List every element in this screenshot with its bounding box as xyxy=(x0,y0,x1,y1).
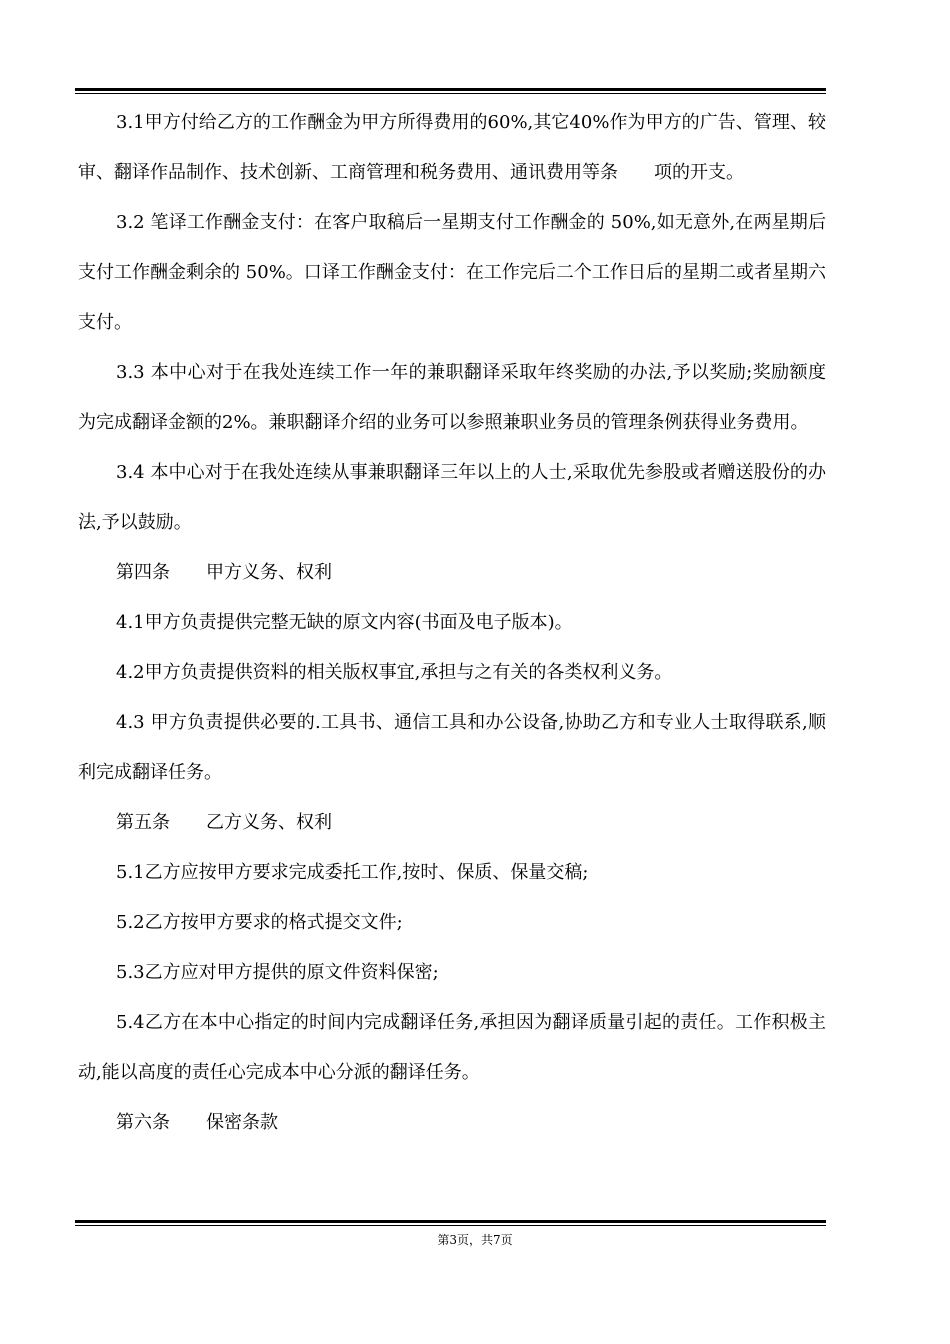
header-rule xyxy=(75,88,826,94)
document-body xyxy=(78,98,826,1148)
section-heading-4: 第四条 甲方义务、权利 xyxy=(116,562,332,583)
paragraph-5-2: 5.2乙方按甲方要求的格式提交文件; xyxy=(116,912,403,933)
section-heading-5: 第五条 乙方义务、权利 xyxy=(116,812,332,833)
footer-rule xyxy=(75,1220,826,1226)
paragraph-5-3: 5.3乙方应对甲方提供的原文件资料保密; xyxy=(116,962,439,983)
section-heading-6: 第六条 保密条款 xyxy=(116,1112,278,1133)
page-number: 第3页，共7页 xyxy=(437,1233,513,1247)
paragraph-3-1: 3.1甲方付给乙方的工作酬金为甲方所得费用的60%,其它40%作为甲方的广告、管理、较审、翻译作品制作、技术创新、工商管理和税务费用、通讯费用等条 项的开支。 xyxy=(78,112,826,183)
paragraph-4-2: 4.2甲方负责提供资料的相关版权事宜,承担与之有关的各类权利义务。 xyxy=(116,662,673,683)
paragraph-4-3: 4.3 甲方负责提供必要的.工具书、通信工具和办公设备,协助乙方和专业人士取得联系,顺利完成翻译任务。 xyxy=(78,712,826,783)
paragraph-3-2: 3.2 笔译工作酬金支付：在客户取稿后一星期支付工作酬金的 50%,如无意外,在两星期后支付工作酬金剩余的 50%。口译工作酬金支付：在工作完后二个工作日后的星期二或者星期六支付。 xyxy=(78,212,826,333)
paragraph-3-4: 3.4 本中心对于在我处连续从事兼职翻译三年以上的人士,采取优先参股或者赠送股份的办法,予以鼓励。 xyxy=(78,462,826,533)
paragraph-3-3: 3.3 本中心对于在我处连续工作一年的兼职翻译采取年终奖励的办法,予以奖励;奖励额度为完成翻译金额的2%。兼职翻译介绍的业务可以参照兼职业务员的管理条例获得业务费用。 xyxy=(78,362,826,433)
paragraph-5-4: 5.4乙方在本中心指定的时间内完成翻译任务,承担因为翻译质量引起的责任。工作积极主动,能以高度的责任心完成本中心分派的翻译任务。 xyxy=(78,1012,826,1083)
paragraph-5-1: 5.1乙方应按甲方要求完成委托工作,按时、保质、保量交稿; xyxy=(116,862,589,883)
paragraph-4-1: 4.1甲方负责提供完整无缺的原文内容(书面及电子版本)。 xyxy=(116,612,573,633)
